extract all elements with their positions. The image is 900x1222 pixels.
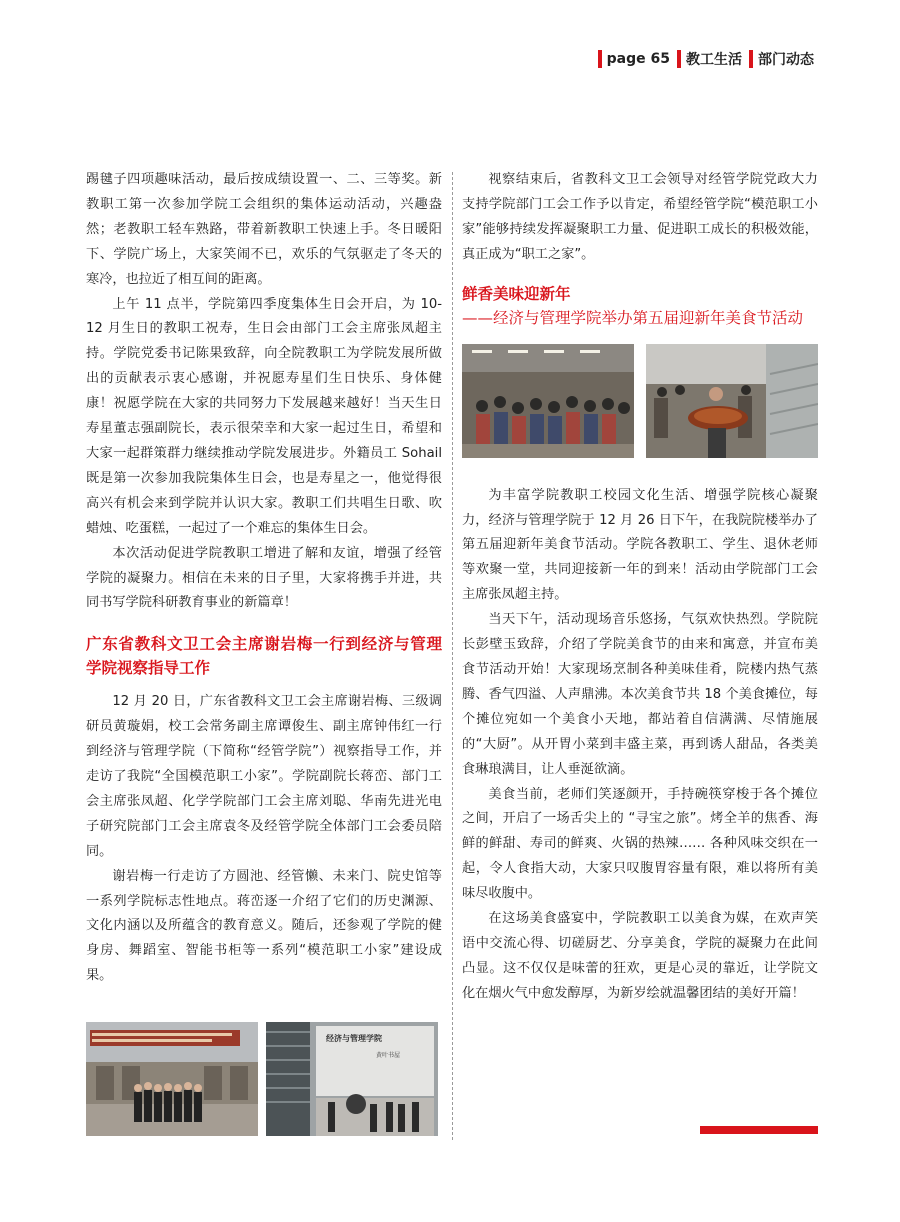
- crowd-illustration: [462, 344, 634, 458]
- left-column: [86, 168, 442, 989]
- footer-accent-bar: [700, 1126, 818, 1134]
- article-subheading: ——经济与管理学院举办第五届迎新年美食节活动: [462, 308, 804, 327]
- right-column: [462, 168, 818, 1007]
- group-photo-illustration: [86, 1022, 258, 1136]
- article-paragraph: 踢毽子四项趣味活动，最后按成绩设置一、二、三等奖。新教职工第一次参加学院工会组织的集体运动活动，兴趣盎然；老教职工轻车熟路，带着新教职工快速上手。冬日暖阳下、学院广场上，大家笑闹不已，欢乐的气氛驱走了冬天的寒冷，也拉近了相互间的距离。: [86, 172, 442, 287]
- wall-plaque: 黄叶书屋: [376, 1052, 401, 1059]
- column-divider: [452, 172, 453, 1140]
- page-header: [591, 48, 814, 70]
- article-paragraph: 12 月 20 日，广东省教科文卫工会主席谢岩梅、三级调研员黄璇娟，校工会常务副主席谭俊生、副主席钟伟红一行到经济与管理学院（下简称“经管学院”）视察指导工作，并走访了我院“全国模范职工小家”。学院副院长蒋峦、部门工会主席张凤超、化学学院部门工会主席刘聪、华南先进光电子研究院部门工会主席袁冬及经管学院全体部门工会委员陪同。: [86, 694, 442, 859]
- section-name: 教工生活: [686, 52, 742, 68]
- article-heading: 广东省教科文卫工会主席谢岩梅一行到经济与管理学院视察指导工作: [86, 635, 442, 678]
- page-number: page 65: [606, 51, 670, 67]
- header-separator-bar: [677, 50, 681, 68]
- food-festival-crowd-photo: [462, 344, 634, 458]
- building-visit-photo: [266, 1022, 438, 1136]
- article-paragraph: 当天下午，活动现场音乐悠扬，气氛欢快热烈。学院院长彭壁玉致辞，介绍了学院美食节的由来和寓意，并宣布美食节活动开始！大家现场烹制各种美味佳肴，院楼内热气蒸腾、香气四溢、人声鼎沸。本次美食节共 18 个美食摊位，每个摊位宛如一个美食小天地，都站着自信满满、尽情施展的“大厨”。从开胃小菜到丰盛主菜，再到诱人甜品，各类美食琳琅满目，让人垂涎欲滴。: [462, 612, 818, 777]
- photo-row: [86, 1022, 438, 1136]
- roast-lamb-illustration: [646, 344, 818, 458]
- article-paragraph: 视察结束后，省教科文卫工会领导对经管学院党政大力支持学院部门工会工作予以肯定，希望经管学院“模范职工小家”能够持续发挥凝聚职工力量、促进职工成长的积极效能，真正成为“职工之家”。: [462, 172, 818, 262]
- photo-row: [462, 344, 818, 458]
- article-paragraph: 为丰富学院教职工校园文化生活、增强学院核心凝聚力，经济与管理学院于 12 月 26 日下午，在我院院楼举办了第五届迎新年美食节活动。学院各教职工、学生、退休老师等欢聚一堂，共同迎接新一年的到来！活动由学院部门工会主席张凤超主持。: [462, 487, 818, 603]
- article-paragraph: 上午 11 点半，学院第四季度集体生日会开启，为 10-12 月生日的教职工祝寿，生日会由部门工会主席张凤超主持。学院党委书记陈果致辞，向全院教职工为学院发展所做出的贡献表示衷心感谢，并祝愿寿星们生日快乐、身体健康！祝愿学院在大家的共同努力下发展越来越好！当天生日寿星董志强副院长，表示很荣幸和大家一起过生日，希望和大家一起群策群力继续推动学院发展进步。外籍员工 Sohail 既是第一次参加我院集体生日会，也是寿星之一，他觉得很高兴有机会来到学院并认识大家。教职工们共唱生日歌、吹蜡烛、吃蛋糕，一起过了一个难忘的集体生日会。: [86, 296, 442, 536]
- group-photo: [86, 1022, 258, 1136]
- roast-lamb-photo: [646, 344, 818, 458]
- article-heading: 鲜香美味迎新年: [462, 284, 571, 303]
- article-paragraph: 本次活动促进学院教职工增进了解和友谊，增强了经管学院的凝聚力。相信在未来的日子里，大家将携手并进，共同书写学院科研教育事业的新篇章！: [86, 545, 442, 611]
- header-separator-bar: [749, 50, 753, 68]
- article-paragraph: 谢岩梅一行走访了方圆池、经管懒、未来门、院史馆等一系列学院标志性地点。蒋峦逐一介绍了它们的历史渊源、文化内涵以及所蕴含的教育意义。随后，还参观了学院的健身房、舞蹈室、智能书柜等一系列“模范职工小家”建设成果。: [86, 868, 442, 984]
- article-paragraph: 美食当前，老师们笑逐颜开，手持碗筷穿梭于各个摊位之间，开启了一场舌尖上的 “寻宝之旅”。烤全羊的焦香、海鲜的鲜甜、寿司的鲜爽、火锅的热辣…… 各种风味交织在一起，令人食指大动，大家只叹腹胃容量有限，难以将所有美味尽收腹中。: [462, 786, 818, 902]
- subsection-name: 部门动态: [758, 52, 814, 68]
- article-paragraph: 在这场美食盛宴中，学院教职工以美食为媒，在欢声笑语中交流心得、切磋厨艺、分享美食，学院的凝聚力在此间凸显。这不仅仅是味蕾的狂欢，更是心灵的靠近，让学院文化在烟火气中愈发醇厚，为新岁绘就温馨团结的美好开篇！: [462, 911, 818, 1001]
- building-sign: 经济与管理学院: [326, 1034, 382, 1043]
- header-accent-bar: [598, 50, 602, 68]
